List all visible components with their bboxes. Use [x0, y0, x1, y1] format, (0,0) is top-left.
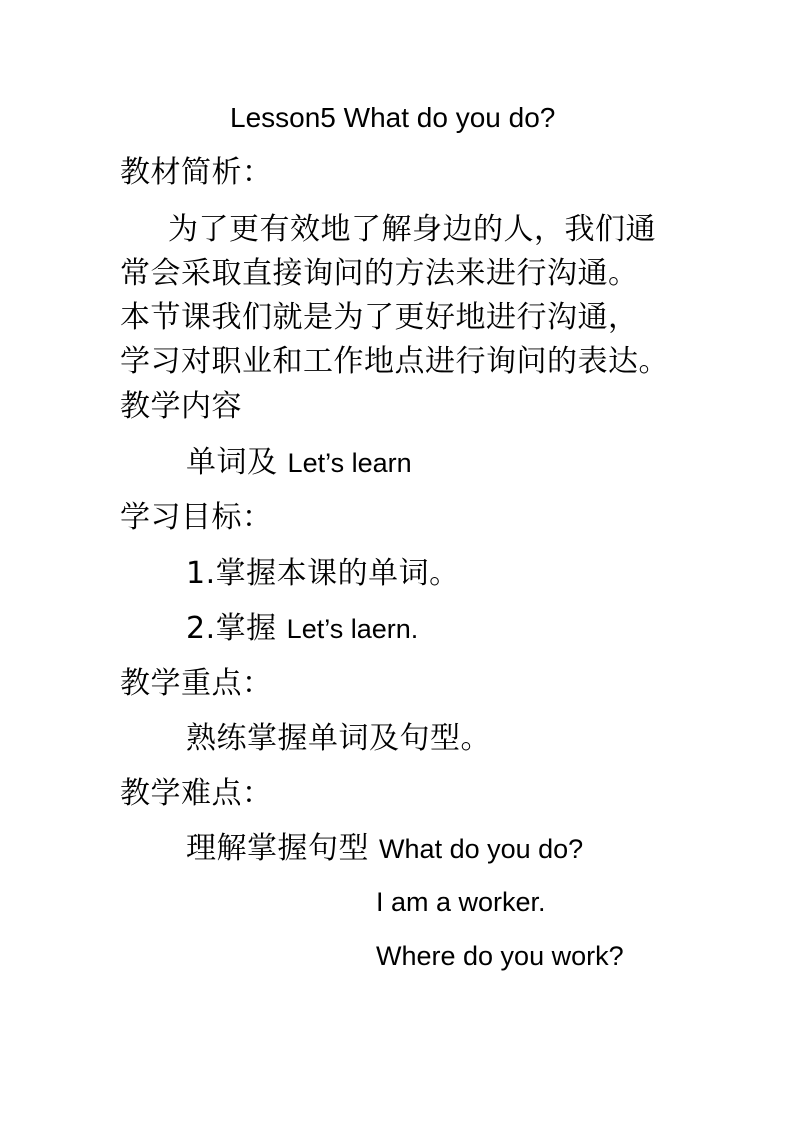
difficulty-item-en: What do you do? — [379, 834, 584, 864]
content-item-en: Let’s learn — [287, 448, 412, 478]
analysis-paragraph — [120, 208, 700, 384]
difficulty-item-cn: 理解掌握句型 — [186, 831, 369, 866]
paragraph-line: 本节课我们就是为了更好地进行沟通， — [120, 300, 639, 335]
difficulty-item — [186, 831, 584, 866]
section-heading-content: 教学内容 — [120, 389, 242, 424]
paragraph-line: 为了更有效地了解身边的人，我们通 — [168, 212, 656, 247]
goal-item-2 — [186, 611, 419, 646]
difficulty-line-3: Where do you work? — [376, 941, 624, 971]
goal-item-2-en: Let’s laern. — [286, 614, 419, 644]
difficulty-line-2: I am a worker. — [376, 887, 546, 917]
section-heading-difficulties: 教学难点： — [120, 776, 273, 811]
section-heading-analysis: 教材简析： — [120, 155, 273, 190]
section-heading-goals: 学习目标： — [120, 500, 273, 535]
paragraph-line: 常会采取直接询问的方法来进行沟通。 — [120, 256, 639, 291]
goal-item-1: 1.掌握本课的单词。 — [186, 556, 460, 591]
goal-item-2-cn: 2.掌握 — [186, 611, 277, 646]
document-title: Lesson5 What do you do? — [230, 102, 556, 133]
key-point-item: 熟练掌握单词及句型。 — [186, 721, 491, 756]
content-item — [186, 445, 412, 480]
section-heading-key-points: 教学重点： — [120, 666, 273, 701]
content-item-cn: 单词及 — [186, 445, 278, 480]
paragraph-line: 学习对职业和工作地点进行询问的表达。 — [120, 344, 669, 379]
